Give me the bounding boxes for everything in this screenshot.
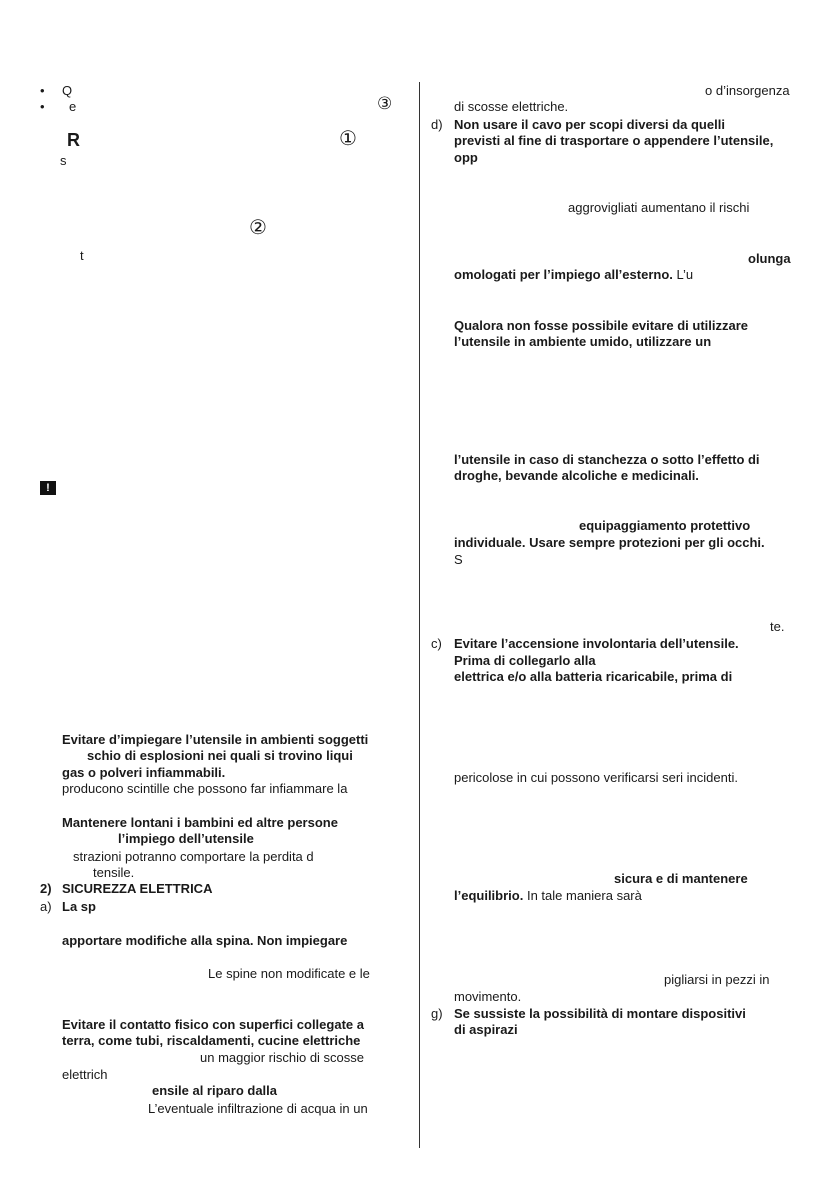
paragraph-line: individuale. Usare sempre protezioni per gli occhi. <box>454 535 765 550</box>
section-title: SICUREZZA ELETTRICA <box>62 881 213 896</box>
paragraph-line: strazioni potranno comportare la perdita d <box>73 849 314 864</box>
paragraph-line: previsti al fine di trasportare o appendere l’utensile, <box>454 133 774 148</box>
paragraph-line: terra, come tubi, riscaldamenti, cucine elettriche <box>62 1033 361 1048</box>
bold-run: l’equilibrio. <box>454 888 524 903</box>
paragraph-line: pericolose in cui possono verificarsi seri incidenti. <box>454 770 738 785</box>
paragraph-line: Evitare l’accensione involontaria dell’utensile. <box>454 636 739 651</box>
circled-number-2: ② <box>249 215 267 239</box>
paragraph-line: o d’insorgenza <box>705 83 790 98</box>
paragraph-line: Evitare d’impiegare l’utensile in ambienti soggetti <box>62 732 369 747</box>
paragraph-line: sicura e di mantenere <box>614 871 748 886</box>
paragraph-line: Le spine non modificate e le <box>208 966 370 981</box>
text-run: In tale maniera sarà <box>526 888 642 903</box>
paragraph-line: olunga <box>748 251 791 266</box>
item-label: c) <box>431 636 442 651</box>
bullet-text-1: Q <box>62 83 73 98</box>
bullet-text-2: e <box>69 99 77 114</box>
paragraph-line: tensile. <box>93 865 135 880</box>
paragraph-line: schio di esplosioni nei quali si trovino liqui <box>87 748 353 763</box>
paragraph-line: ensile al riparo dalla <box>152 1083 277 1098</box>
item-label: d) <box>431 117 443 132</box>
paragraph-line: equipaggiamento protettivo <box>579 518 751 533</box>
paragraph-line: l’utensile in ambiente umido, utilizzare un <box>454 334 712 349</box>
section-number: 2) <box>40 881 52 896</box>
heading-fragment-r: R <box>67 130 80 150</box>
paragraph-line: gas o polveri infiammabili. <box>62 765 226 780</box>
paragraph-line: Non usare il cavo per scopi diversi da quelli <box>454 117 725 132</box>
paragraph-line: te. <box>770 619 785 634</box>
paragraph-line: l’utensile in caso di stanchezza o sotto l’effetto di <box>454 452 760 467</box>
paragraph-line: Qualora non fosse possibile evitare di utilizzare <box>454 318 749 333</box>
paragraph-line: elettrich <box>62 1067 108 1082</box>
paragraph-line: apportare modifiche alla spina. Non impiegare <box>62 933 348 948</box>
paragraph-line: Se sussiste la possibilità di montare dispositivi <box>454 1006 746 1021</box>
item-label: g) <box>431 1006 443 1021</box>
paragraph-line: Prima di collegarlo alla <box>454 653 596 668</box>
bullet-dot: • <box>40 83 45 98</box>
paragraph-line: opp <box>454 150 478 165</box>
circled-number-3: ③ <box>377 94 393 114</box>
text-fragment-t: t <box>80 248 84 263</box>
paragraph-line: La sp <box>62 899 96 914</box>
circled-number-1: ① <box>339 126 357 150</box>
paragraph-line: droghe, bevande alcoliche e medicinali. <box>454 468 699 483</box>
paragraph-line: L’eventuale infiltrazione di acqua in un <box>148 1101 368 1116</box>
warning-icon: ! <box>40 481 56 495</box>
bullet-dot: • <box>40 99 45 114</box>
paragraph-line <box>454 267 693 283</box>
paragraph-line: Mantenere lontani i bambini ed altre persone <box>62 815 338 830</box>
text-run: L’u <box>676 267 694 282</box>
bold-run: omologati per l’impiego all’esterno. <box>454 267 673 282</box>
paragraph-line: movimento. <box>454 989 522 1004</box>
paragraph-line: elettrica e/o alla batteria ricaricabile, prima di <box>454 669 733 684</box>
column-divider <box>419 82 420 1148</box>
item-label: a) <box>40 899 52 914</box>
paragraph-line: aggrovigliati aumentano il rischi <box>568 200 750 215</box>
paragraph-line: di scosse elettriche. <box>454 99 569 114</box>
paragraph-line <box>454 888 642 904</box>
paragraph-line: un maggior rischio di scosse <box>200 1050 365 1065</box>
paragraph-line: pigliarsi in pezzi in <box>664 972 770 987</box>
paragraph-line: Evitare il contatto fisico con superfici collegate a <box>62 1017 364 1032</box>
paragraph-line: l’impiego dell’utensile <box>118 831 254 846</box>
paragraph-line: di aspirazi <box>454 1022 518 1037</box>
paragraph-line: producono scintille che possono far infiammare la <box>62 781 348 796</box>
paragraph-line: S <box>454 552 463 567</box>
text-fragment-s: s <box>60 153 67 168</box>
